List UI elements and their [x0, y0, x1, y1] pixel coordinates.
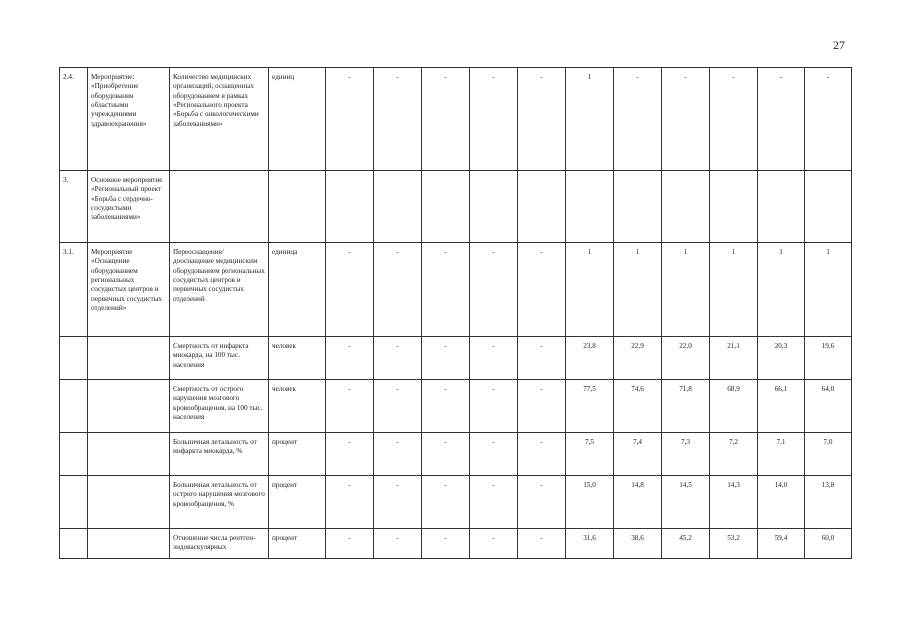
value-cell: - [710, 68, 758, 171]
value-cell: - [374, 433, 422, 476]
value-cell [566, 171, 614, 243]
event-cell: Мероприятие: «Приобретение оборудования областными учреждениями здравоохранения» [88, 68, 170, 171]
table-row [60, 337, 852, 380]
unit-cell: человек [269, 337, 326, 380]
table-row [60, 243, 852, 337]
row-number-cell: 3.1. [60, 243, 88, 337]
value-cell: - [518, 476, 566, 529]
value-cell: - [374, 380, 422, 433]
value-cell: 14,3 [710, 476, 758, 529]
table-row [60, 476, 852, 529]
page-number: 27 [833, 38, 845, 52]
value-cell: 7,0 [805, 433, 852, 476]
indicator-cell: Смертность от острого нарушения мозгового кровообращения, на 100 тыс. населения [170, 380, 269, 433]
value-cell [758, 171, 805, 243]
value-cell: - [326, 433, 374, 476]
value-cell: - [422, 68, 470, 171]
value-cell: - [470, 476, 518, 529]
value-cell: 66,1 [758, 380, 805, 433]
value-cell: - [422, 476, 470, 529]
value-cell: 14,0 [758, 476, 805, 529]
value-cell: 77,5 [566, 380, 614, 433]
value-cell: - [470, 243, 518, 337]
row-number-cell [60, 380, 88, 433]
value-cell [326, 171, 374, 243]
value-cell: - [374, 243, 422, 337]
value-cell [470, 171, 518, 243]
value-cell [805, 171, 852, 243]
unit-cell: единиц [269, 68, 326, 171]
row-number-cell [60, 476, 88, 529]
value-cell: - [470, 337, 518, 380]
value-cell: - [326, 380, 374, 433]
table-body [60, 68, 852, 559]
row-number-cell [60, 337, 88, 380]
value-cell: 19,6 [805, 337, 852, 380]
value-cell: 15,0 [566, 476, 614, 529]
value-cell [662, 171, 710, 243]
unit-cell: человек [269, 380, 326, 433]
value-cell [374, 171, 422, 243]
indicator-cell [170, 171, 269, 243]
value-cell: - [422, 529, 470, 559]
value-cell: 1 [710, 243, 758, 337]
value-cell: - [614, 68, 662, 171]
value-cell: - [518, 433, 566, 476]
value-cell: 59,4 [758, 529, 805, 559]
value-cell: - [518, 68, 566, 171]
value-cell: 31,6 [566, 529, 614, 559]
value-cell: 7,4 [614, 433, 662, 476]
event-cell [88, 337, 170, 380]
value-cell: - [374, 68, 422, 171]
value-cell: 1 [758, 243, 805, 337]
table-row [60, 68, 852, 171]
unit-cell: единица [269, 243, 326, 337]
value-cell: 22,9 [614, 337, 662, 380]
value-cell: - [470, 529, 518, 559]
value-cell: 64,0 [805, 380, 852, 433]
value-cell: - [518, 337, 566, 380]
unit-cell [269, 171, 326, 243]
event-cell [88, 529, 170, 559]
unit-cell: процент [269, 476, 326, 529]
value-cell: 68,9 [710, 380, 758, 433]
value-cell [710, 171, 758, 243]
row-number-cell: 3. [60, 171, 88, 243]
value-cell: - [470, 68, 518, 171]
value-cell: - [422, 243, 470, 337]
value-cell: - [470, 433, 518, 476]
indicator-cell: Количество медицинских организаций, оснащенных оборудованием в рамках «Регионального проекта «Борьба с онкологическими заболеваниями» [170, 68, 269, 171]
value-cell: 7,3 [662, 433, 710, 476]
event-cell [88, 476, 170, 529]
value-cell: - [326, 243, 374, 337]
event-cell [88, 433, 170, 476]
value-cell: 1 [805, 243, 852, 337]
table-row [60, 380, 852, 433]
value-cell: 53,2 [710, 529, 758, 559]
value-cell: 71,8 [662, 380, 710, 433]
value-cell: 20,3 [758, 337, 805, 380]
row-number-cell [60, 529, 88, 559]
value-cell: - [805, 68, 852, 171]
value-cell: 74,6 [614, 380, 662, 433]
value-cell: - [662, 68, 710, 171]
row-number-cell [60, 433, 88, 476]
indicator-cell: Больничная летальность от инфаркта миокарда, % [170, 433, 269, 476]
value-cell: 60,0 [805, 529, 852, 559]
value-cell: 45,2 [662, 529, 710, 559]
value-cell: 7,1 [758, 433, 805, 476]
value-cell [614, 171, 662, 243]
value-cell: - [374, 529, 422, 559]
value-cell: 14,8 [614, 476, 662, 529]
value-cell: - [758, 68, 805, 171]
indicator-cell: Переоснащение/ дооснащение медицинским оборудованием региональных сосудистых центров и первичных сосудистых отделений [170, 243, 269, 337]
indicator-cell: Больничная летальность от острого нарушения мозгового кровообращения, % [170, 476, 269, 529]
table-row [60, 433, 852, 476]
indicator-cell: Отношение числа рентген-эндоваскулярных [170, 529, 269, 559]
value-cell: - [374, 476, 422, 529]
value-cell: 1 [566, 68, 614, 171]
event-cell: Мероприятие «Оснащение оборудованием региональных сосудистых центров и первичных сосудистых отделений» [88, 243, 170, 337]
value-cell: - [326, 337, 374, 380]
table-row [60, 529, 852, 559]
value-cell: - [326, 476, 374, 529]
value-cell: 1 [662, 243, 710, 337]
value-cell: - [518, 243, 566, 337]
value-cell: 14,5 [662, 476, 710, 529]
value-cell: - [518, 529, 566, 559]
event-cell: Основное мероприятие «Региональный проект «Борьба с сердечно-сосудистыми заболеваниями» [88, 171, 170, 243]
unit-cell: процент [269, 433, 326, 476]
value-cell: - [422, 337, 470, 380]
indicator-cell: Смертность от инфаркта миокарда, на 100 тыс. населения [170, 337, 269, 380]
event-cell [88, 380, 170, 433]
value-cell: - [326, 529, 374, 559]
value-cell: - [326, 68, 374, 171]
value-cell: - [422, 380, 470, 433]
value-cell: 22,0 [662, 337, 710, 380]
row-number-cell: 2.4. [60, 68, 88, 171]
value-cell: 1 [614, 243, 662, 337]
value-cell: 1 [566, 243, 614, 337]
value-cell [518, 171, 566, 243]
table-row [60, 171, 852, 243]
value-cell: - [374, 337, 422, 380]
value-cell: - [518, 380, 566, 433]
unit-cell: процент [269, 529, 326, 559]
value-cell: 38,6 [614, 529, 662, 559]
value-cell: 7,2 [710, 433, 758, 476]
value-cell: 7,5 [566, 433, 614, 476]
program-indicators-table [59, 67, 852, 559]
value-cell: 13,8 [805, 476, 852, 529]
value-cell: 23,8 [566, 337, 614, 380]
value-cell [422, 171, 470, 243]
value-cell: - [422, 433, 470, 476]
value-cell: 21,1 [710, 337, 758, 380]
value-cell: - [470, 380, 518, 433]
